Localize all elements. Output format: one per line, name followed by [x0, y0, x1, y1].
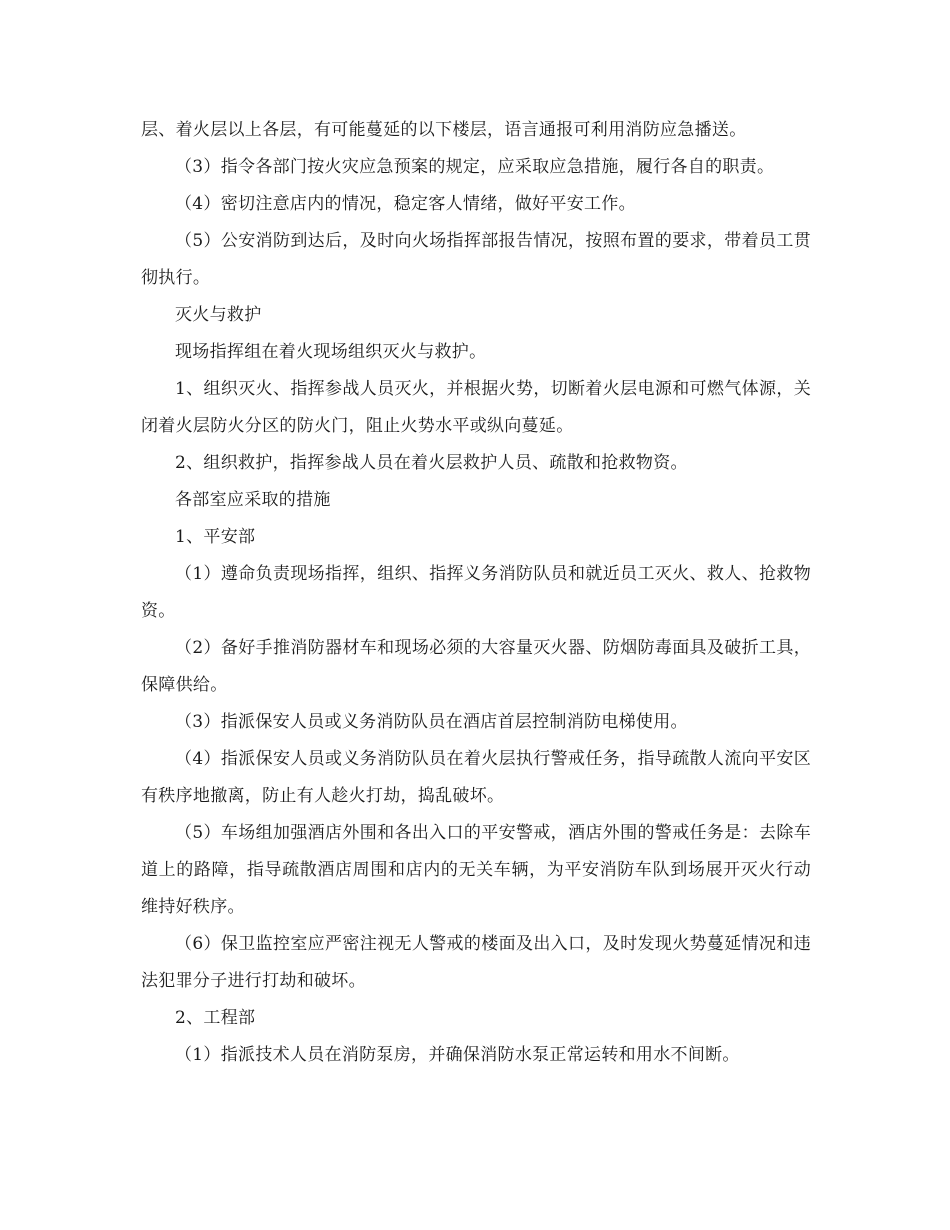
paragraph-firefight-1: 1、组织灭火、指挥参战人员灭火，并根据火势，切断着火层电源和可燃气体源，关闭着火层防火分区的防火门，阻止火势水平或纵向蔓延。	[141, 379, 811, 436]
subsection-heading-security: 1、平安部	[175, 527, 256, 547]
paragraph-engineering-1: （1）指派技术人员在消防泵房，并确保消防水泵正常运转和用水不间断。	[175, 1045, 740, 1065]
paragraph-security-1: （1）遵命负责现场指挥，组织、指挥义务消防队员和就近员工灭火、救人、抢救物资。	[141, 564, 811, 621]
document-body	[141, 112, 811, 1074]
paragraph-security-4: （4）指派保安人员或义务消防队员在着火层执行警戒任务，指导疏散人流向平安区有秩序地撤离，防止有人趁火打劫，捣乱破坏。	[141, 749, 811, 806]
section-heading-departments: 各部室应采取的措施	[175, 490, 331, 510]
paragraph-continuation: 层、着火层以上各层，有可能蔓延的以下楼层，语言通报可利用消防应急播送。	[141, 120, 747, 140]
paragraph-firefight-2: 2、组织救护，指挥参战人员在着火层救护人员、疏散和抢救物资。	[175, 453, 688, 473]
subsection-heading-engineering: 2、工程部	[175, 1008, 256, 1028]
paragraph-item-4: （4）密切注意店内的情况，稳定客人情绪，做好平安工作。	[175, 194, 636, 214]
paragraph-item-3: （3）指令各部门按火灾应急预案的规定，应采取应急措施，履行各自的职责。	[175, 157, 775, 177]
paragraph-intro: 现场指挥组在着火现场组织灭火与救护。	[175, 342, 487, 362]
paragraph-security-2: （2）备好手推消防器材车和现场必须的大容量灭火器、防烟防毒面具及破折工具，保障供给。	[141, 638, 811, 695]
paragraph-security-6: （6）保卫监控室应严密注视无人警戒的楼面及出入口，及时发现火势蔓延情况和违法犯罪分子进行打劫和破坏。	[141, 934, 811, 991]
paragraph-security-3: （3）指派保安人员或义务消防队员在酒店首层控制消防电梯使用。	[175, 712, 688, 732]
paragraph-security-5: （5）车场组加强酒店外围和各出入口的平安警戒，酒店外围的警戒任务是：去除车道上的路障，指导疏散酒店周围和店内的无关车辆，为平安消防车队到场展开灭火行动维持好秩序。	[141, 823, 811, 917]
paragraph-item-5: （5）公安消防到达后，及时向火场指挥部报告情况，按照布置的要求，带着员工贯彻执行。	[141, 231, 811, 288]
section-heading-firefighting: 灭火与救护	[175, 305, 262, 325]
